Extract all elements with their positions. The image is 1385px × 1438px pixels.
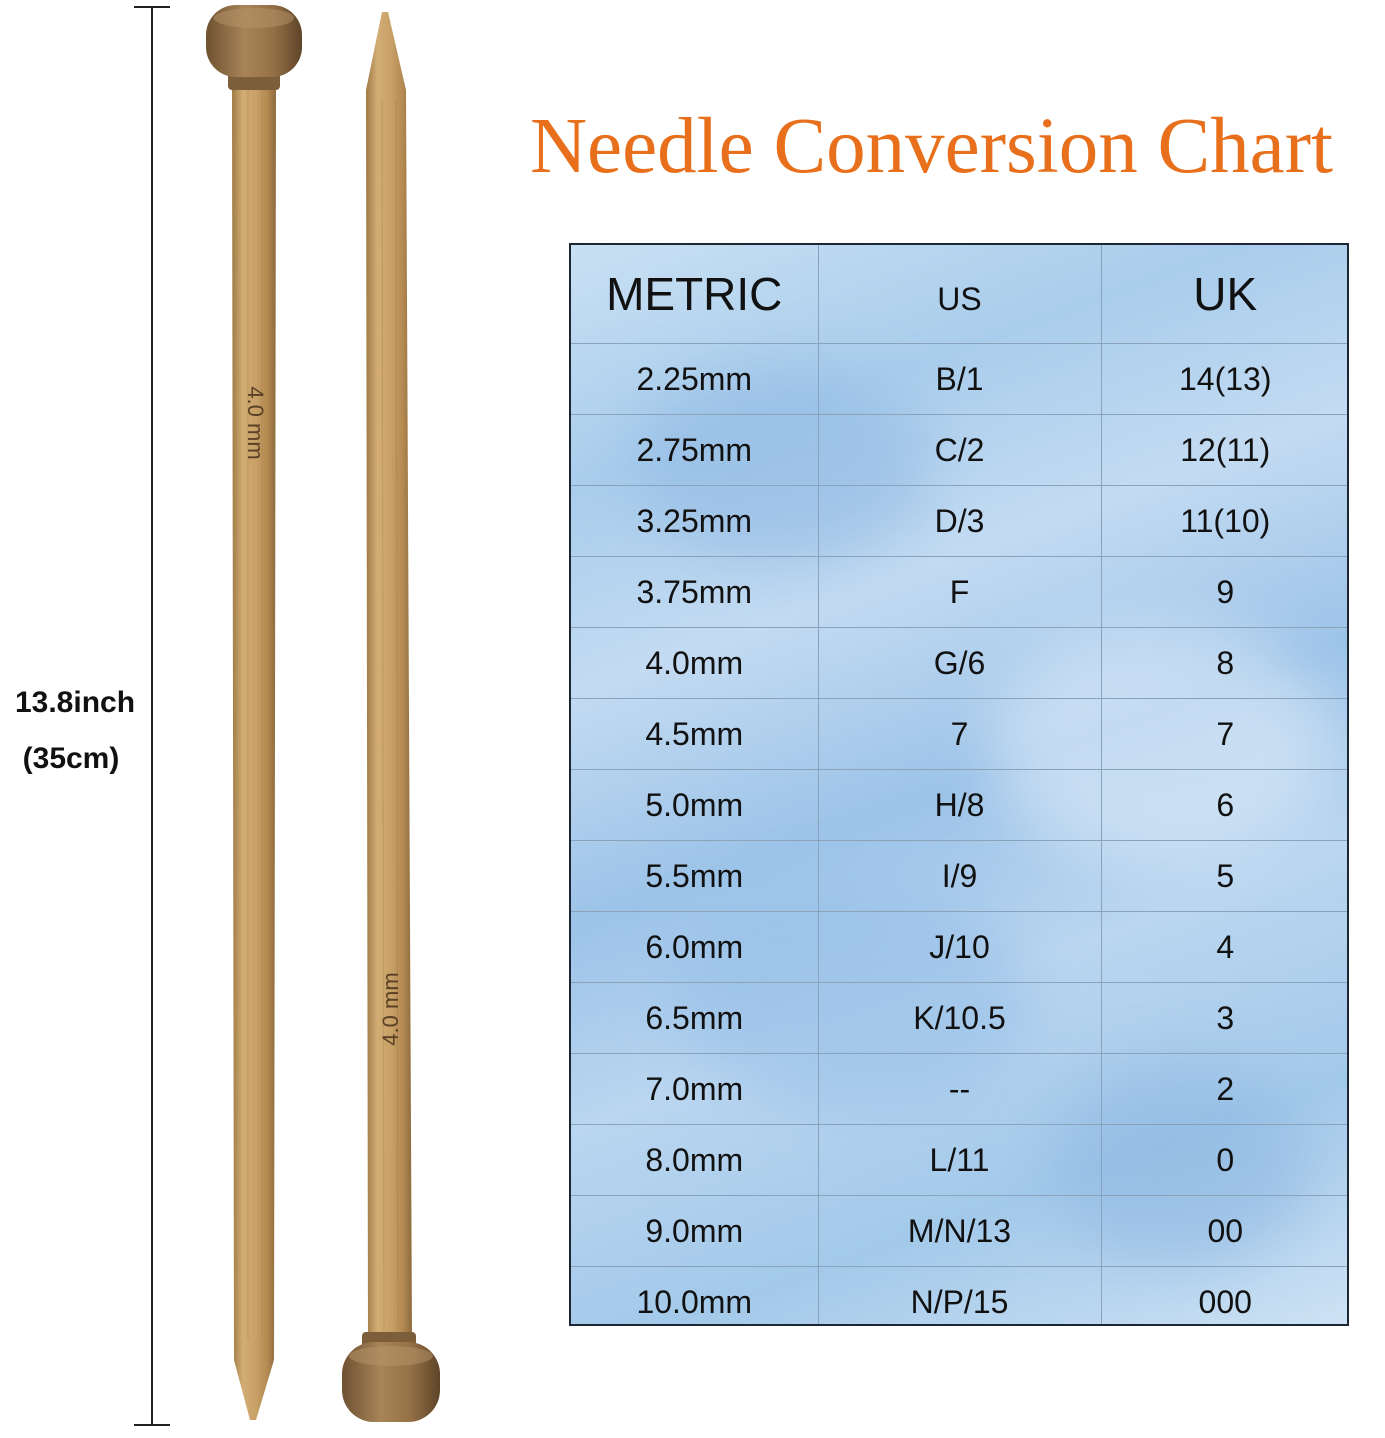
table-row	[571, 1054, 1349, 1125]
metric-cell: 4.0mm	[571, 628, 818, 699]
needle-pair-icon	[190, 0, 450, 1433]
uk-cell: 7	[1101, 699, 1349, 770]
us-cell: F	[818, 557, 1101, 628]
us-cell: H/8	[818, 770, 1101, 841]
needle-size-stamp-left: 4.0 mm	[243, 386, 268, 460]
uk-cell: 0	[1101, 1125, 1349, 1196]
table-row	[571, 699, 1349, 770]
conversion-table-panel	[569, 243, 1349, 1326]
table-row	[571, 841, 1349, 912]
metric-cell: 9.0mm	[571, 1196, 818, 1267]
header-metric: METRIC	[571, 245, 818, 344]
metric-cell: 5.5mm	[571, 841, 818, 912]
metric-cell: 10.0mm	[571, 1267, 818, 1327]
metric-cell: 4.5mm	[571, 699, 818, 770]
table-row	[571, 415, 1349, 486]
chart-title: Needle Conversion Chart	[530, 103, 1333, 190]
us-cell: C/2	[818, 415, 1101, 486]
us-cell: 7	[818, 699, 1101, 770]
table-row	[571, 983, 1349, 1054]
metric-cell: 3.25mm	[571, 486, 818, 557]
table-row	[571, 344, 1349, 415]
us-cell: D/3	[818, 486, 1101, 557]
table-row	[571, 1267, 1349, 1327]
table-header-row	[571, 245, 1349, 344]
bamboo-needles-illustration	[190, 0, 450, 1433]
us-cell: L/11	[818, 1125, 1101, 1196]
left-needle	[206, 5, 302, 1420]
metric-cell: 8.0mm	[571, 1125, 818, 1196]
us-cell: I/9	[818, 841, 1101, 912]
table-row	[571, 486, 1349, 557]
table-row	[571, 770, 1349, 841]
needle-size-stamp-right: 4.0 mm	[378, 972, 403, 1046]
uk-cell: 000	[1101, 1267, 1349, 1327]
right-needle	[342, 12, 440, 1422]
table-row	[571, 628, 1349, 699]
uk-cell: 00	[1101, 1196, 1349, 1267]
table-row	[571, 912, 1349, 983]
uk-cell: 12(11)	[1101, 415, 1349, 486]
metric-cell: 2.75mm	[571, 415, 818, 486]
length-dimension	[0, 0, 200, 1433]
uk-cell: 6	[1101, 770, 1349, 841]
us-cell: M/N/13	[818, 1196, 1101, 1267]
metric-cell: 5.0mm	[571, 770, 818, 841]
metric-cell: 6.0mm	[571, 912, 818, 983]
length-cm-label: (35cm)	[22, 742, 120, 775]
table-row	[571, 1125, 1349, 1196]
needle-conversion-table	[571, 245, 1349, 1326]
header-us: US	[818, 245, 1101, 344]
uk-cell: 11(10)	[1101, 486, 1349, 557]
us-cell: --	[818, 1054, 1101, 1125]
uk-cell: 5	[1101, 841, 1349, 912]
uk-cell: 8	[1101, 628, 1349, 699]
metric-cell: 3.75mm	[571, 557, 818, 628]
metric-cell: 6.5mm	[571, 983, 818, 1054]
uk-cell: 4	[1101, 912, 1349, 983]
header-uk: UK	[1101, 245, 1349, 344]
uk-cell: 3	[1101, 983, 1349, 1054]
metric-cell: 2.25mm	[571, 344, 818, 415]
us-cell: B/1	[818, 344, 1101, 415]
uk-cell: 14(13)	[1101, 344, 1349, 415]
us-cell: N/P/15	[818, 1267, 1101, 1327]
uk-cell: 9	[1101, 557, 1349, 628]
us-cell: J/10	[818, 912, 1101, 983]
us-cell: G/6	[818, 628, 1101, 699]
table-row	[571, 557, 1349, 628]
metric-cell: 7.0mm	[571, 1054, 818, 1125]
length-inch-label: 13.8inch	[14, 686, 136, 719]
table-row	[571, 1196, 1349, 1267]
uk-cell: 2	[1101, 1054, 1349, 1125]
us-cell: K/10.5	[818, 983, 1101, 1054]
